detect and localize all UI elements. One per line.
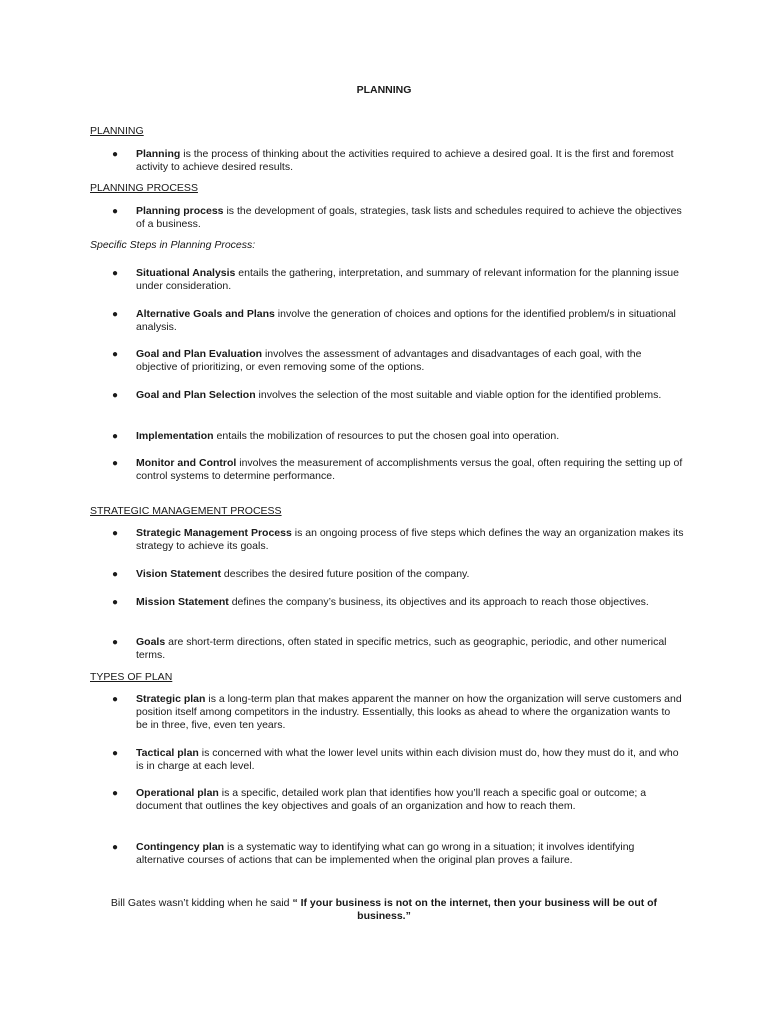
bullet-icon: ● <box>112 309 119 320</box>
bullet-icon: ● <box>112 569 119 580</box>
term: Mission Statement <box>136 596 229 608</box>
list-item-text <box>136 148 684 174</box>
section-heading-planning: PLANNING <box>90 125 144 137</box>
bullet-icon: ● <box>112 597 119 608</box>
page-title: PLANNING <box>356 84 412 96</box>
section-heading-planning-process: PLANNING PROCESS <box>90 182 198 194</box>
description: are short-term directions, often stated in specific metrics, such as geographic, periodic, and other numerical terms. <box>136 636 667 661</box>
list-item-text <box>136 457 684 483</box>
list-item-text <box>136 568 684 581</box>
term: Implementation <box>136 430 214 442</box>
description: is a long-term plan that makes apparent the manner on how the organization will serve customers and position itself among competitors in the industry. Essentially, this looks as ahead to where the organization wants to be in three, five, even ten years. <box>136 693 682 731</box>
bullet-icon: ● <box>112 390 119 401</box>
description: is the process of thinking about the activities required to achieve a desired goal. It is the first and foremost activity to achieve desired results. <box>136 148 674 173</box>
bullet-icon: ● <box>112 528 119 539</box>
term: Situational Analysis <box>136 267 236 279</box>
term: Planning process <box>136 205 224 217</box>
description: describes the desired future position of the company. <box>221 568 470 580</box>
section-heading-types-of-plan: TYPES OF PLAN <box>90 671 173 683</box>
term: Vision Statement <box>136 568 221 580</box>
term: Tactical plan <box>136 747 199 759</box>
list-item-text <box>136 389 684 402</box>
list-item-text <box>136 308 684 334</box>
list-item-text <box>136 267 684 293</box>
description: entails the gathering, interpretation, and summary of relevant information for the planning issue under consideration. <box>136 267 679 292</box>
description: involves the assessment of advantages and disadvantages of each goal, with the objective of prioritizing, or even removing some of the options. <box>136 348 642 373</box>
list-item-text <box>136 430 684 443</box>
description: involves the measurement of accomplishments versus the goal, often requiring the setting up of control systems to determine performance. <box>136 457 683 482</box>
bullet-icon: ● <box>112 694 119 705</box>
term: Operational plan <box>136 787 219 799</box>
quote-text: “ If your business is not on the internet, then your business will be out of business.” <box>292 897 658 922</box>
term: Goal and Plan Selection <box>136 389 256 401</box>
description: involve the generation of choices and options for the identified problem/s in situational analysis. <box>136 308 676 333</box>
section-heading-strategic-management: STRATEGIC MANAGEMENT PROCESS <box>90 505 282 517</box>
bullet-icon: ● <box>112 206 119 217</box>
list-item-text <box>136 787 684 813</box>
term: Goal and Plan Evaluation <box>136 348 263 360</box>
closing-quote <box>88 897 680 923</box>
term: Planning <box>136 148 181 160</box>
description: is a specific, detailed work plan that identifies how you’ll reach a specific goal or outcome; a document that outlines the key objectives and goals of an organization and how to reach them. <box>136 787 647 812</box>
description: is an ongoing process of five steps which defines the way an organization makes its strategy to achieve its goals. <box>136 527 684 552</box>
subheading-specific-steps: Specific Steps in Planning Process: <box>90 239 256 251</box>
quote-lead: Bill Gates wasn’t kidding when he said <box>110 897 293 909</box>
term: Strategic Management Process <box>136 527 292 539</box>
bullet-icon: ● <box>112 842 119 853</box>
term: Strategic plan <box>136 693 206 705</box>
description: is concerned with what the lower level units within each division must do, how they must do it, and who is in charge at each level. <box>136 747 679 772</box>
term: Goals <box>136 636 166 648</box>
list-item-text <box>136 205 684 231</box>
description: is the development of goals, strategies, task lists and schedules required to achieve the objectives of a business. <box>136 205 682 230</box>
bullet-icon: ● <box>112 349 119 360</box>
list-item-text <box>136 348 684 374</box>
list-item-text <box>136 693 684 732</box>
list-item-text <box>136 841 684 867</box>
bullet-icon: ● <box>112 268 119 279</box>
term: Alternative Goals and Plans <box>136 308 275 320</box>
description: is a systematic way to identifying what can go wrong in a situation; it involves identifying alternative courses of actions that can be implemented when the original plan proves a failure. <box>136 841 635 866</box>
bullet-icon: ● <box>112 788 119 799</box>
description: defines the company’s business, its objectives and its approach to reach those objectives. <box>228 596 649 608</box>
bullet-icon: ● <box>112 637 119 648</box>
list-item-text <box>136 747 684 773</box>
description: entails the mobilization of resources to put the chosen goal into operation. <box>213 430 560 442</box>
bullet-icon: ● <box>112 149 119 160</box>
bullet-icon: ● <box>112 748 119 759</box>
bullet-icon: ● <box>112 431 119 442</box>
list-item-text <box>136 527 684 553</box>
description: involves the selection of the most suitable and viable option for the identified problems. <box>255 389 662 401</box>
bullet-icon: ● <box>112 458 119 469</box>
list-item-text <box>136 596 684 609</box>
term: Monitor and Control <box>136 457 237 469</box>
term: Contingency plan <box>136 841 225 853</box>
list-item-text <box>136 636 684 662</box>
